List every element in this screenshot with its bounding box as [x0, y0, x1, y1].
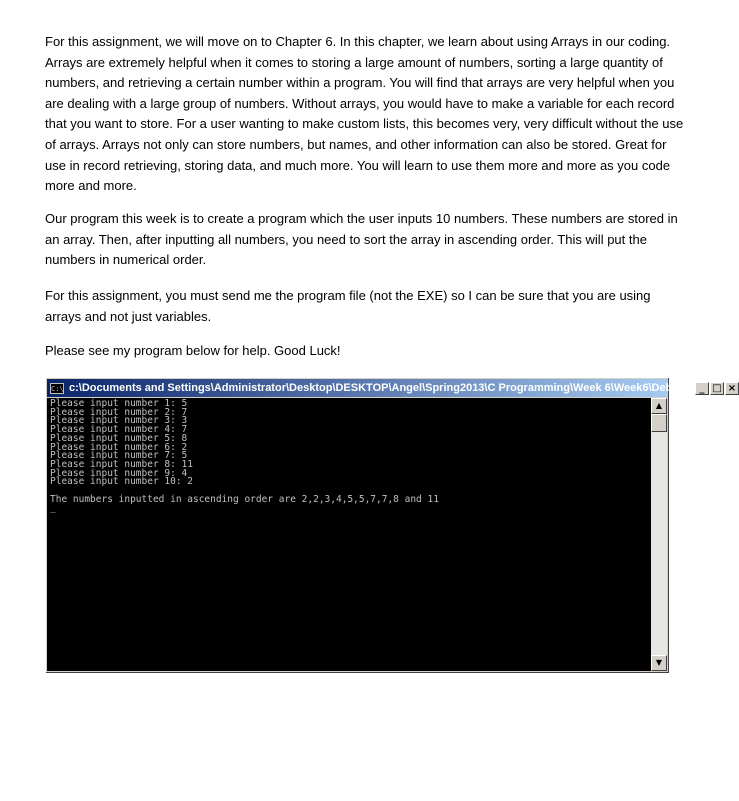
console-line: Please input number 1: 5 — [50, 398, 188, 409]
intro-paragraph: For this assignment, we will move on to Chapter 6. In this chapter, we learn about using Arrays in our coding. Arrays are extremely helpful when it comes to storing a large amount of numbers, sorting a large quantity of numbers, and retrieving a certain number within a program. You will find that arrays are very helpful when you are dealing with a large group of numbers. Without arrays, you would have to make a variable for each record that you want to store. For a user wanting to make custom lists, this becomes very, very difficult without the use of arrays. Arrays not only can store numbers, but names, and other information can also be stored. Great for use in record retrieving, storing data, and much more. You will learn to use them more and more as you code more and more. — [45, 34, 684, 194]
close-button[interactable]: × — [725, 382, 739, 395]
maximize-button[interactable]: □ — [710, 382, 724, 395]
console-line: Please input number 6: 2 — [50, 441, 188, 453]
console-line: Please input number 10: 2 — [50, 476, 193, 488]
vertical-scrollbar[interactable] — [651, 398, 667, 671]
console-line: Please input number 9: 4 — [50, 467, 188, 479]
console-line: Please input number 7: 5 — [50, 450, 188, 462]
console-line: Please input number 4: 7 — [50, 424, 188, 436]
console-output[interactable] — [47, 398, 651, 671]
scroll-down-button[interactable]: ▼ — [651, 655, 667, 671]
cmd-window-icon: C:\ — [51, 384, 64, 393]
console-line: Please input number 5: 8 — [50, 432, 188, 444]
console-window[interactable] — [45, 377, 737, 673]
submission-paragraph: For this assignment, you must send me the program file (not the EXE) so I can be sure that you are using arrays and not just variables. — [45, 288, 651, 324]
scrollbar-thumb[interactable] — [651, 414, 667, 432]
program-description-paragraph: Our program this week is to create a program which the user inputs 10 numbers. These numbers are stored in an array. Then, after inputting all numbers, you need to sort the array in ascending order. This will put the numbers in numerical order. — [45, 211, 678, 268]
console-line: Please input number 3: 3 — [50, 415, 188, 427]
console-cursor: _ — [50, 502, 56, 514]
minimize-button[interactable]: _ — [695, 382, 709, 395]
console-line: Please input number 8: 11 — [50, 458, 193, 470]
console-line: The numbers inputted in ascending order are 2,2,3,4,5,5,7,7,8 and 11 — [50, 493, 439, 505]
scroll-up-button[interactable]: ▲ — [651, 398, 667, 414]
console-line: Please input number 2: 7 — [50, 406, 188, 418]
console-titlebar[interactable] — [47, 379, 737, 397]
console-text — [47, 398, 651, 513]
closing-paragraph: Please see my program below for help. Good Luck! — [45, 343, 341, 358]
console-title: c:\Documents and Settings\Administrator\Desktop\DESKTOP\Angel\Spring2013\C Programming\Week 6\Week6\Debug... — [69, 382, 695, 394]
